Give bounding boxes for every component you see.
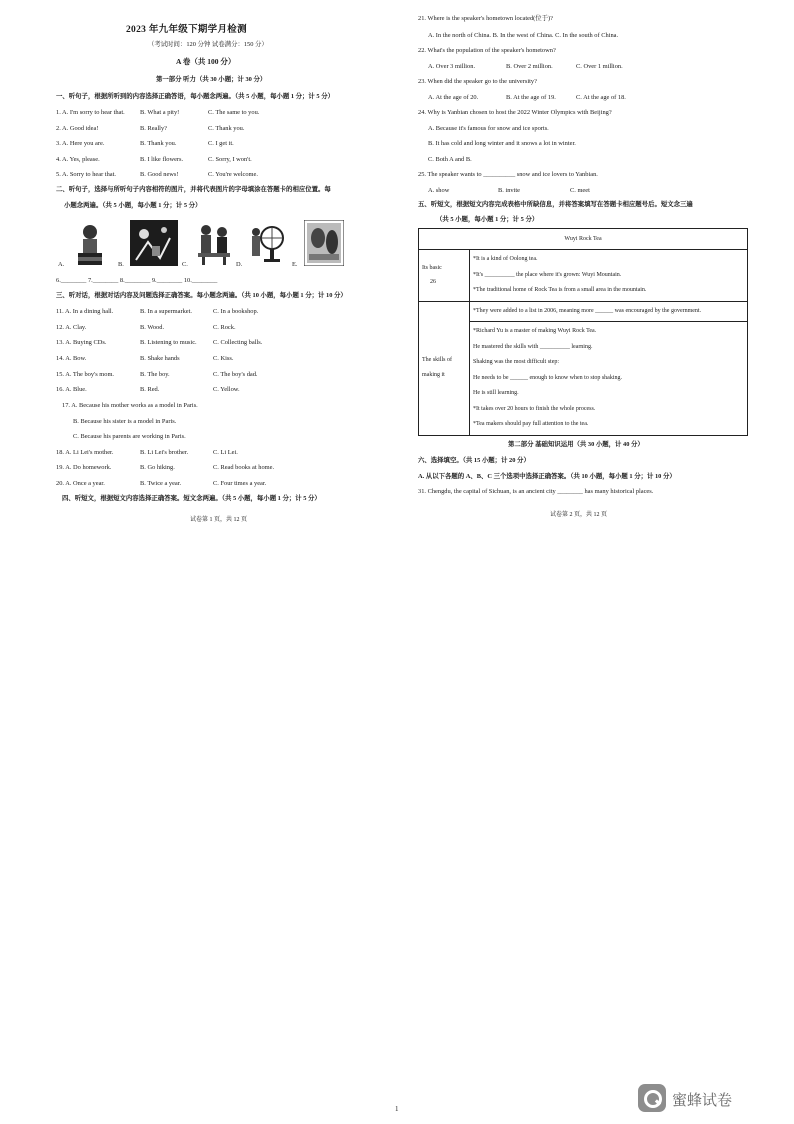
basic-line-2: *It's __________ the place where it's grown: Wuyi Mountain.: [473, 271, 622, 278]
section2-heading-cont: 小题念两遍。（共 5 小题，每小题 1 分；计 5 分）: [64, 202, 202, 209]
q14-a: 14. A. Bow.: [56, 355, 87, 362]
skills-line-3: Shaking was the most difficult step:: [473, 359, 560, 365]
q31-stem: 31. Chengdu, the capital of Sichuan, is an ancient city ________ has many historical places.: [418, 488, 654, 495]
page-footer-left: 试卷第 1 页，共 12 页: [190, 517, 248, 523]
row-basic-label-cell: [419, 250, 470, 302]
section5-heading-cont: （共 5 小题，每小题 1 分；计 5 分）: [436, 216, 539, 223]
skills-line-4: He needs to be ______ enough to know when to stop shaking.: [473, 374, 622, 381]
q16-b: B. Red.: [140, 386, 160, 393]
q3-c: C. I get it.: [208, 140, 234, 147]
q4-c: C. Sorry, I won't.: [208, 156, 252, 163]
picture-c: [194, 220, 234, 266]
q20-a: 20. A. Once a year.: [56, 480, 105, 487]
q18-b: B. Li Lei's brother.: [140, 449, 189, 456]
q25-a: A. show: [428, 187, 450, 194]
q23-a: A. At the age of 20.: [428, 94, 479, 101]
page-footer-right: 试卷第 2 页，共 12 页: [550, 512, 608, 518]
section6-heading: 六、选择填空。（共 15 小题；计 20 分）: [418, 457, 530, 464]
row-basic-content: [470, 250, 748, 302]
q17-c: C. Because his parents are working in Paris.: [73, 433, 186, 440]
q4-a: 4. A. Yes, please.: [56, 156, 100, 163]
q1-c: C. The same to you.: [208, 109, 260, 116]
picture-b: [130, 220, 178, 266]
q15-a: 15. A. The boy's mom.: [56, 371, 115, 378]
part1-heading: 第一部分 听力（共 30 小题；计 30 分）: [156, 76, 267, 83]
q24-b: B. It has cold and long winter and it snows a lot in winter.: [428, 140, 576, 147]
row-basic-number: 26: [430, 279, 436, 286]
skills-line-6: *It takes over 20 hours to finish the whole process.: [473, 405, 596, 412]
q23-stem: 23. When did the speaker go to the university?: [418, 78, 537, 85]
section6a-heading: A. 从以下各题的 A、B、C 三个选项中选择正确答案。（共 10 小题，每小题 1 分；计 10 分）: [418, 473, 676, 480]
q18-c: C. Li Lei.: [213, 449, 238, 456]
q5-a: 5. A. Sorry to hear that.: [56, 171, 116, 178]
section5-heading: 五、听短文，根据短文内容完成表格中所缺信息，并将答案填写在答题卡相应题号后。短文念三遍: [418, 201, 693, 208]
q21-options: A. In the north of China. B. In the west of China. C. In the south of China.: [428, 32, 619, 39]
picture-b-label: B.: [118, 261, 124, 268]
q12-b: B. Wood.: [140, 324, 165, 331]
section2-heading: 二、听句子，选择与所听句子内容相符的图片，并将代表图片的字母填涂在答题卡的相应位置。每: [56, 186, 331, 193]
q15-b: B. The boy.: [140, 371, 170, 378]
list-line: *They were added to a list in 2006, meaning more ______ was encouraged by the government.: [473, 307, 702, 314]
wuyi-rock-tea-table: [418, 228, 748, 436]
basic-line-3: *The traditional home of Rock Tea is from a small area in the mountain.: [473, 287, 647, 293]
q3-a: 3. A. Here you are.: [56, 140, 105, 147]
q13-b: B. Listening to music.: [140, 339, 197, 346]
q21-stem: 21. Where is the speaker's hometown located(位于)?: [418, 15, 554, 22]
q22-stem: 22. What's the population of the speaker's hometown?: [418, 47, 556, 54]
skills-line-7: *Tea makers should pay full attention to the tea.: [473, 421, 589, 427]
q14-c: C. Kiss.: [213, 355, 234, 362]
section4-heading: 四、听短文，根据短文内容选择正确答案。短文念两遍。（共 5 小题，每小题 1 分；计 5 分）: [62, 495, 321, 502]
q4-b: B. I like flowers.: [140, 156, 184, 163]
picture-c-label: C.: [182, 261, 188, 268]
row-list-content: [470, 301, 748, 322]
q24-stem: 24. Why is Yanbian chosen to host the 2022 Winter Olympics with Beijing?: [418, 109, 612, 116]
q13-a: 13. A. Buying CDs.: [56, 339, 107, 346]
watermark: [638, 1084, 748, 1114]
q16-a: 16. A. Blue.: [56, 386, 87, 393]
q2-c: C. Thank you.: [208, 125, 245, 132]
exam-info: （考试时间：120 分钟 试卷满分：150 分）: [148, 41, 268, 48]
q22-a: A. Over 3 million.: [428, 63, 476, 70]
answer-blanks-6-10: 6.________ 7.________ 8.________ 9.________ 10.________: [56, 277, 218, 284]
q23-c: C. At the age of 18.: [576, 94, 626, 101]
q16-c: C. Yellow.: [213, 386, 240, 393]
search-logo-icon: [638, 1084, 666, 1112]
q2-a: 2. A. Good idea!: [56, 125, 99, 132]
row-skills-label-cell: [419, 301, 470, 435]
skills-line-2: He mastered the skills with __________ learning.: [473, 343, 593, 350]
q25-stem: 25. The speaker wants to __________ snow and ice lovers to Yanbian.: [418, 171, 598, 178]
exam-title: 2023 年九年级下期学月检测: [126, 25, 247, 35]
q15-c: C. The boy's dad.: [213, 371, 258, 378]
q17-b: B. Because his sister is a model in Paris.: [73, 418, 177, 425]
q24-c: C. Both A and B.: [428, 156, 472, 163]
row-basic-label: Its basic: [422, 265, 442, 272]
q13-c: C. Collecting balls.: [213, 339, 263, 346]
q1-a: 1. A. I'm sorry to hear that.: [56, 109, 125, 116]
q19-a: 19. A. Do homework.: [56, 464, 112, 471]
picture-d-label: D.: [236, 261, 243, 268]
q11-c: C. In a bookshop.: [213, 308, 259, 315]
skills-line-5: He is still learning.: [473, 390, 519, 396]
page-number: 1: [395, 1105, 399, 1113]
watermark-text: 蜜蜂试卷: [672, 1091, 733, 1109]
q20-b: B. Twice a year.: [140, 480, 182, 487]
q12-c: C. Rock.: [213, 324, 236, 331]
part2-heading: 第二部分 基础知识运用（共 30 小题，计 40 分）: [508, 441, 644, 448]
skills-line-1: *Richard Yu is a master of making Wuyi Rock Tea.: [473, 328, 597, 334]
q11-b: B. In a supermarket.: [140, 308, 192, 315]
section3-heading: 三、听对话，根据对话内容及问题选择正确答案。每小题念两遍。（共 10 小题，每小题 1 分；计 10 分）: [56, 292, 347, 299]
row-skills-content: [470, 322, 748, 436]
q22-c: C. Over 1 million.: [576, 63, 623, 70]
basic-line-1: *It is a kind of Oolong tea.: [473, 256, 538, 262]
q23-b: B. At the age of 19.: [506, 94, 556, 101]
q25-c: C. meet: [570, 187, 590, 194]
q14-b: B. Shake hands: [140, 355, 180, 362]
picture-options: [56, 220, 382, 268]
picture-a: [70, 220, 110, 266]
q19-c: C. Read books at home.: [213, 464, 275, 471]
table-title: Wuyi Rock Tea: [419, 229, 748, 250]
part-a-heading: A 卷（共 100 分）: [176, 57, 236, 66]
q5-c: C. You're welcome.: [208, 171, 258, 178]
section1-heading: 一、听句子，根据所听到的内容选择正确答语，每小题念两遍。（共 5 小题，每小题 1 分；计 5 分）: [56, 93, 334, 100]
q18-a: 18. A. Li Lei's mother.: [56, 449, 114, 456]
q17-a: 17. A. Because his mother works as a model in Paris.: [62, 402, 198, 409]
row-skills-label: The skills of making it: [422, 357, 452, 378]
q2-b: B. Really?: [140, 125, 167, 132]
q1-b: B. What a pity!: [140, 109, 180, 116]
q20-c: C. Four times a year.: [213, 480, 267, 487]
q22-b: B. Over 2 million.: [506, 63, 553, 70]
q5-b: B. Good news!: [140, 171, 179, 178]
q11-a: 11. A. In a dining hall.: [56, 308, 114, 315]
q24-a: A. Because it's famous for snow and ice sports.: [428, 125, 549, 132]
picture-e-label: E.: [292, 261, 298, 268]
picture-a-label: A.: [58, 261, 65, 268]
picture-d: [246, 220, 286, 266]
q3-b: B. Thank you.: [140, 140, 177, 147]
picture-e: [304, 220, 344, 266]
q19-b: B. Go hiking.: [140, 464, 175, 471]
q12-a: 12. A. Clay.: [56, 324, 87, 331]
q25-b: B. invite: [498, 187, 521, 194]
